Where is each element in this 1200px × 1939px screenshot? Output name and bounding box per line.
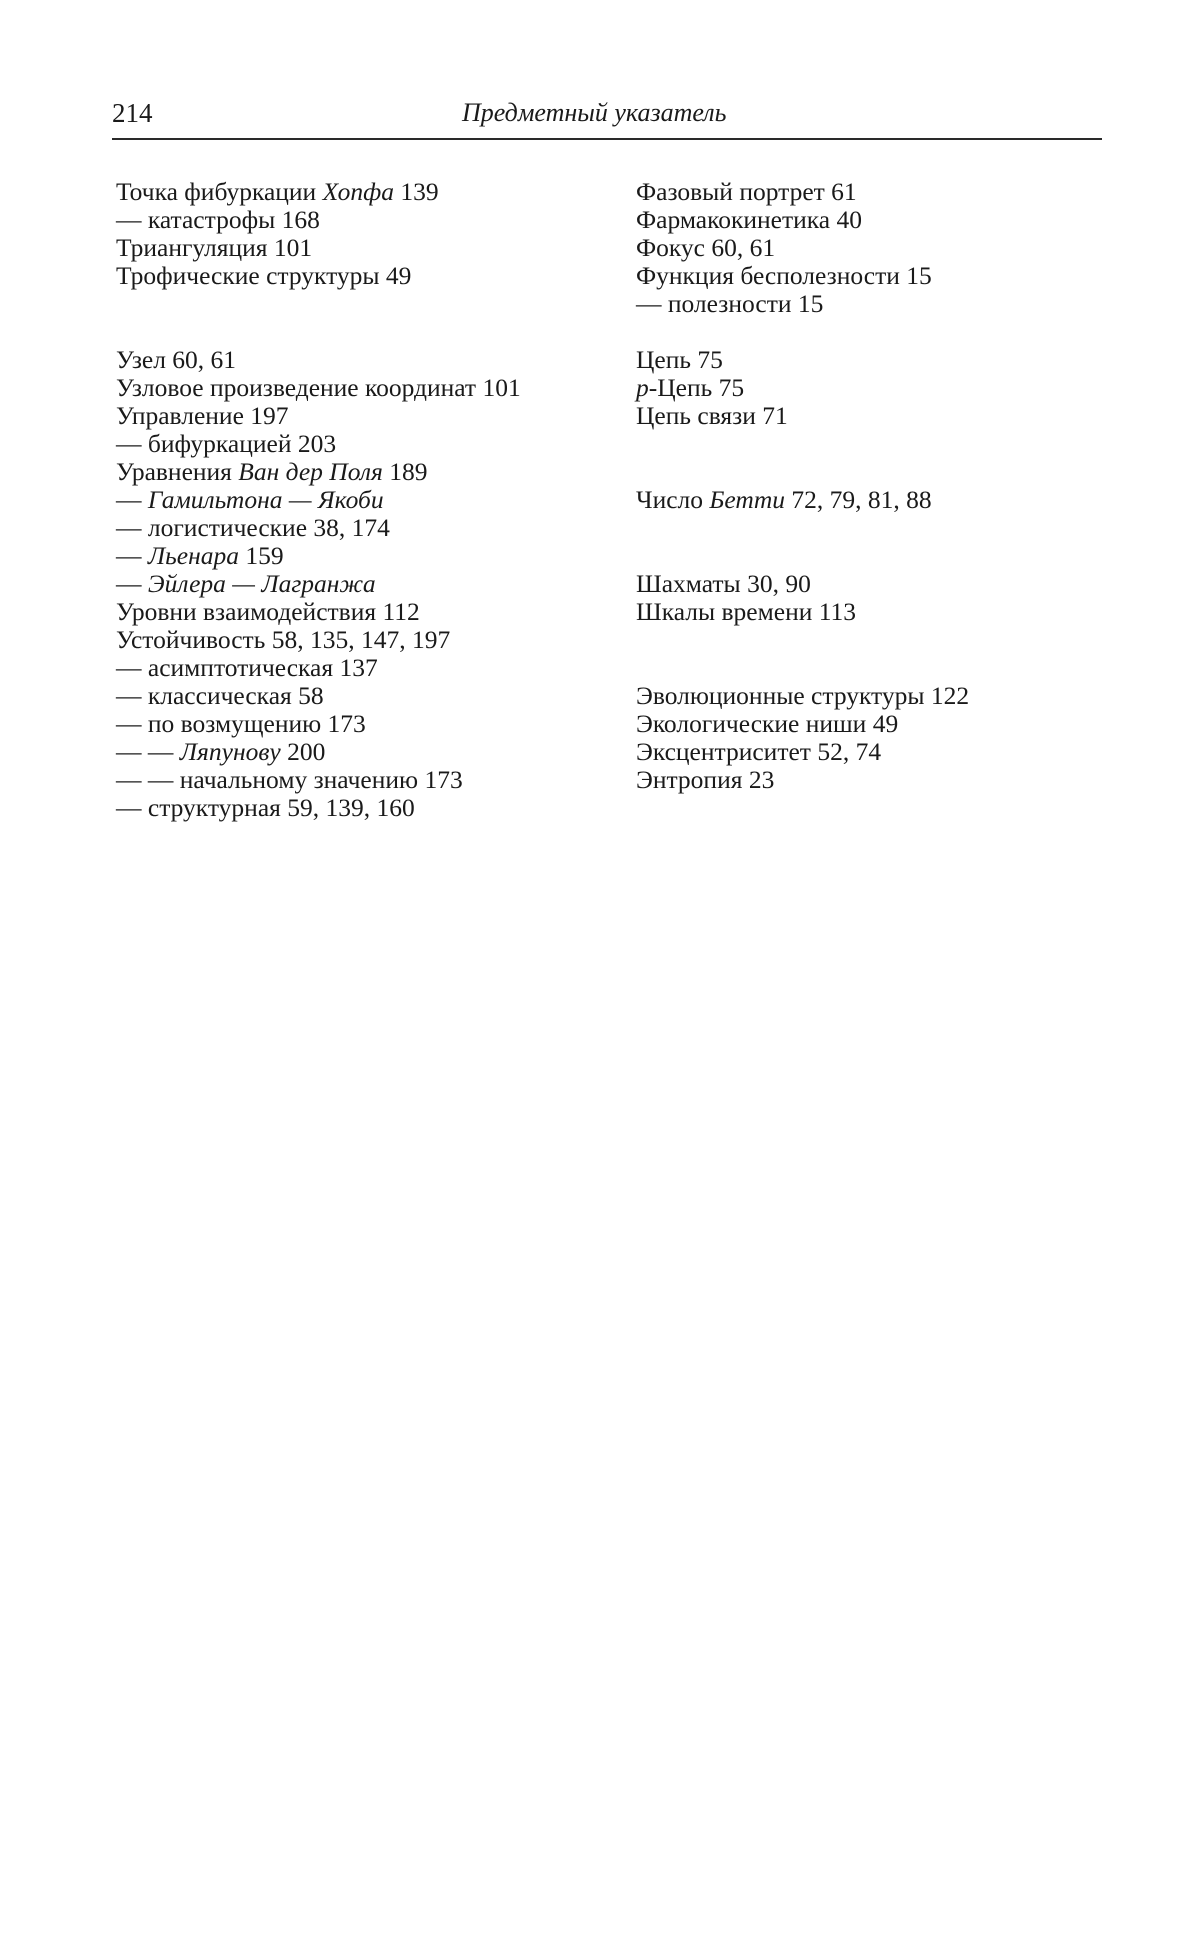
index-entry: — полезности 15 (636, 289, 824, 318)
index-entry: — по возмущению 173 (116, 709, 366, 738)
section-gap (636, 318, 1116, 346)
left-column (116, 178, 616, 822)
section-sh (636, 570, 1116, 626)
index-entry: — Эйлера — Лагранжа (116, 569, 376, 598)
index-entry: Фокус 60, 61 (636, 233, 776, 262)
index-entry: Триангуляция 101 (116, 233, 313, 262)
page-number: 214 (112, 98, 153, 128)
index-entry: Уровни взаимодействия 112 (116, 597, 420, 626)
index-entry: — Гамильтона — Якоби (116, 485, 384, 514)
index-entry: — бифуркацией 203 (116, 429, 337, 458)
index-entry: — структурная 59, 139, 160 (116, 793, 415, 822)
index-entry: Эксцентриситет 52, 74 (636, 737, 882, 766)
index-entry: Узловое произведение координат 101 (116, 373, 521, 402)
section-ts (636, 346, 1116, 430)
index-entry: Точка фибуркации Хопфа 139 (116, 177, 439, 206)
section-ch (636, 486, 1116, 514)
index-entry: — — начальному значению 173 (116, 765, 463, 794)
index-entry: Цепь 75 (636, 345, 723, 374)
index-entry: Фармакокинетика 40 (636, 205, 862, 234)
section-f (636, 178, 1116, 318)
index-entry: Энтропия 23 (636, 765, 775, 794)
index-entry: — логистические 38, 174 (116, 513, 390, 542)
right-column (636, 178, 1116, 794)
header-rule (112, 138, 1102, 140)
index-entry: Управление 197 (116, 401, 289, 430)
running-title: Предметный указатель (462, 98, 727, 127)
index-entry: — Льенара 159 (116, 541, 284, 570)
index-entry: — асимптотическая 137 (116, 653, 378, 682)
index-entry: Экологические ниши 49 (636, 709, 899, 738)
section-gap (636, 430, 1116, 486)
index-entry: Трофические структуры 49 (116, 261, 412, 290)
index-entry: Фазовый портрет 61 (636, 177, 857, 206)
index-entry: Цепь связи 71 (636, 401, 788, 430)
section-gap (636, 514, 1116, 570)
section-t (116, 178, 616, 290)
section-gap (116, 290, 616, 346)
index-entry: — классическая 58 (116, 681, 324, 710)
index-entry: p-Цепь 75 (636, 373, 745, 402)
index-entry: Устойчивость 58, 135, 147, 197 (116, 625, 451, 654)
index-entry: Число Бетти 72, 79, 81, 88 (636, 485, 932, 514)
section-e (636, 682, 1116, 794)
section-u (116, 346, 616, 822)
index-entry: Шкалы времени 113 (636, 597, 857, 626)
section-gap (636, 626, 1116, 682)
index-entry: — катастрофы 168 (116, 205, 320, 234)
index-entry: Шахматы 30, 90 (636, 569, 811, 598)
index-entry: Уравнения Ван дер Поля 189 (116, 457, 428, 486)
index-entry: Эволюционные структуры 122 (636, 681, 970, 710)
index-entry: Функция бесполезности 15 (636, 261, 932, 290)
index-entry: — — Ляпунову 200 (116, 737, 326, 766)
index-entry: Узел 60, 61 (116, 345, 237, 374)
